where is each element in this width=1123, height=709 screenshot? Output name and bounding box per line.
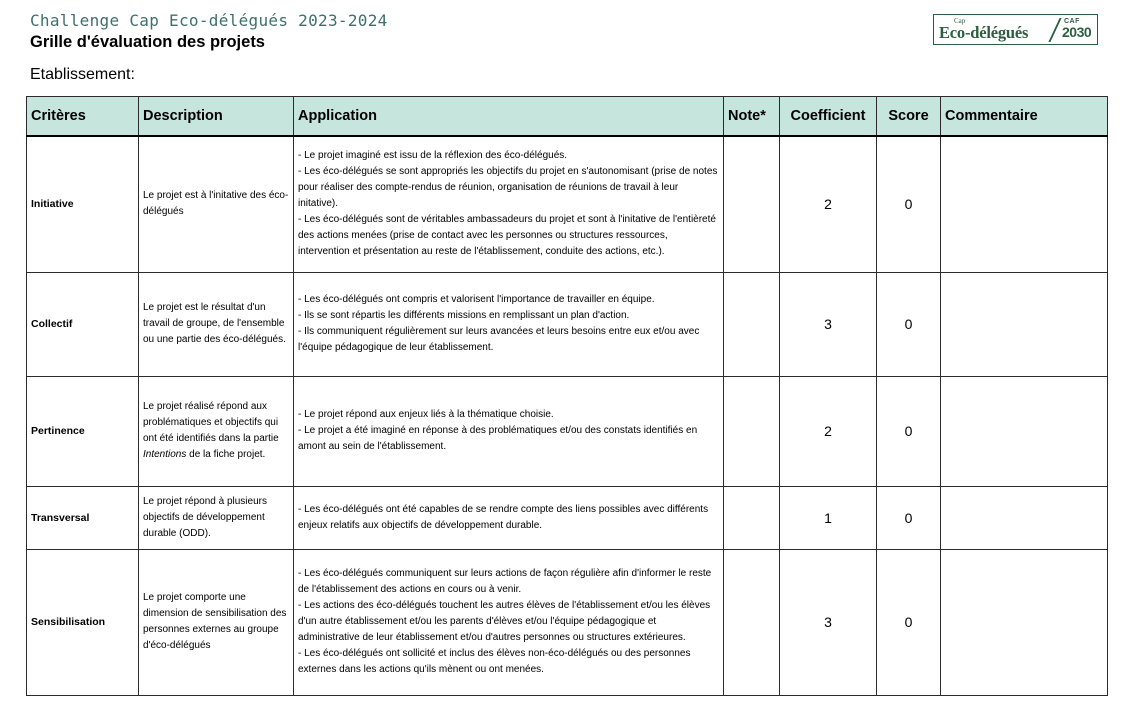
logo-caf-text: CAF [1064, 18, 1080, 25]
header-commentaire: Commentaire [941, 97, 1108, 137]
application-line: - Les éco-délégués ont sollicité et inclus des élèves non-éco-délégués ou des personnes externes dans les actions qu'ils mènent ou ont menées. [298, 648, 691, 675]
application-line: - Les éco-délégués communiquent sur leurs actions de façon régulière afin d'informer le reste de l'établissement des actions en cours ou à venir. [298, 568, 712, 595]
description-text: Le projet réalisé répond aux problématiques et objectifs qui ont été identifiés dans la partie [143, 401, 279, 444]
table-row [27, 549, 1108, 695]
table-row [27, 376, 1108, 486]
application-cell [294, 549, 724, 695]
logo-eco-text: Eco-délégués [939, 23, 1029, 42]
header-note: Note* [724, 97, 780, 137]
criterion-cell: Initiative [27, 136, 139, 272]
application-line: - Le projet a été imaginé en réponse à des problématiques et/ou des constats identifiés en amont au sein de l'établissement. [298, 425, 698, 452]
score-cell: 0 [877, 376, 941, 486]
application-line: - Ils se sont répartis les différents missions en remplissant un plan d'action. [298, 310, 630, 321]
evaluation-grid [26, 96, 1108, 696]
table-row [27, 486, 1108, 549]
note-cell[interactable] [724, 376, 780, 486]
coefficient-cell: 3 [780, 549, 877, 695]
description-italic: Intentions [143, 449, 187, 460]
application-line: - Le projet répond aux enjeux liés à la thématique choisie. [298, 409, 554, 420]
description-cell [139, 376, 294, 486]
application-line: - Les éco-délégués sont de véritables ambassadeurs du projet et sont à l'initative de l'entièreté des actions menées (prise de contact avec les personnes ou structures ressources, intervention et présentation au reste de l'établissement, conduite des actions, etc.). [298, 214, 716, 258]
application-cell [294, 272, 724, 376]
comment-cell[interactable] [941, 272, 1108, 376]
coefficient-cell: 2 [780, 376, 877, 486]
header-row [27, 97, 1108, 137]
criterion-cell: Sensibilisation [27, 549, 139, 695]
logo-cap-text: Cap [954, 17, 966, 25]
note-cell[interactable] [724, 549, 780, 695]
criterion-cell: Transversal [27, 486, 139, 549]
logo-year-text: 2030 [1062, 24, 1092, 40]
application-line: - Les éco-délégués ont compris et valorisent l'importance de travailler en équipe. [298, 294, 655, 305]
comment-cell[interactable] [941, 549, 1108, 695]
header-coefficient: Coefficient [780, 97, 877, 137]
header-application: Application [294, 97, 724, 137]
header-criteres: Critères [27, 97, 139, 137]
application-line: - Les actions des éco-délégués touchent les autres élèves de l'établissement et/ou les élèves d'un autre établissement et/ou les parents d'élèves et/ou l'équipe pédagogique et administrative de leur établissement et/ou d'autres personnes ou structures extérieures. [298, 600, 711, 643]
challenge-title: Challenge Cap Eco-délégués 2023-2024 [30, 11, 388, 30]
establishment-label: Etablissement: [30, 66, 135, 83]
score-cell: 0 [877, 272, 941, 376]
description-cell: Le projet comporte une dimension de sensibilisation des personnes externes au groupe d'éco-délégués [139, 549, 294, 695]
logo-main [934, 15, 1052, 44]
criterion-cell: Pertinence [27, 376, 139, 486]
score-cell: 0 [877, 486, 941, 549]
description-cell: Le projet répond à plusieurs objectifs de développement durable (ODD). [139, 486, 294, 549]
description-cell: Le projet est le résultat d'un travail de groupe, de l'ensemble ou une partie des éco-délégués. [139, 272, 294, 376]
header-description: Description [139, 97, 294, 137]
note-cell[interactable] [724, 136, 780, 272]
page-title: Grille d'évaluation des projets [30, 33, 265, 51]
note-cell[interactable] [724, 272, 780, 376]
eco-delegues-logo [933, 14, 1098, 45]
comment-cell[interactable] [941, 376, 1108, 486]
application-cell [294, 136, 724, 272]
application-line: - Le projet imaginé est issu de la réflexion des éco-délégués. [298, 150, 568, 162]
note-cell[interactable] [724, 486, 780, 549]
application-line: - Ils communiquent régulièrement sur leurs avancées et leurs besoins entre eux et/ou avec l'équipe pédagogique de leur établissement. [298, 326, 700, 353]
coefficient-cell: 3 [780, 272, 877, 376]
application-line: - Les éco-délégués se sont appropriés les objectifs du projet en s'autonomisant (prise de notes pour réaliser des compte-rendus de réunion, organisation de réunions de travail à leur initative). [298, 166, 718, 210]
table-row [27, 272, 1108, 376]
header-score: Score [877, 97, 941, 137]
application-cell [294, 486, 724, 549]
application-cell [294, 376, 724, 486]
coefficient-cell: 1 [780, 486, 877, 549]
coefficient-cell: 2 [780, 136, 877, 272]
score-cell: 0 [877, 549, 941, 695]
logo-year-block [1062, 15, 1096, 44]
score-cell: 0 [877, 136, 941, 272]
description-text-end: de la fiche projet. [186, 449, 266, 460]
comment-cell[interactable] [941, 486, 1108, 549]
table-row [27, 136, 1108, 272]
criterion-cell: Collectif [27, 272, 139, 376]
application-line: - Les éco-délégués ont été capables de se rendre compte des liens possibles avec différents enjeux relatifs aux objectifs de développement durable. [298, 503, 709, 531]
description-cell: Le projet est à l'initative des éco-délégués [139, 136, 294, 272]
comment-cell[interactable] [941, 136, 1108, 272]
